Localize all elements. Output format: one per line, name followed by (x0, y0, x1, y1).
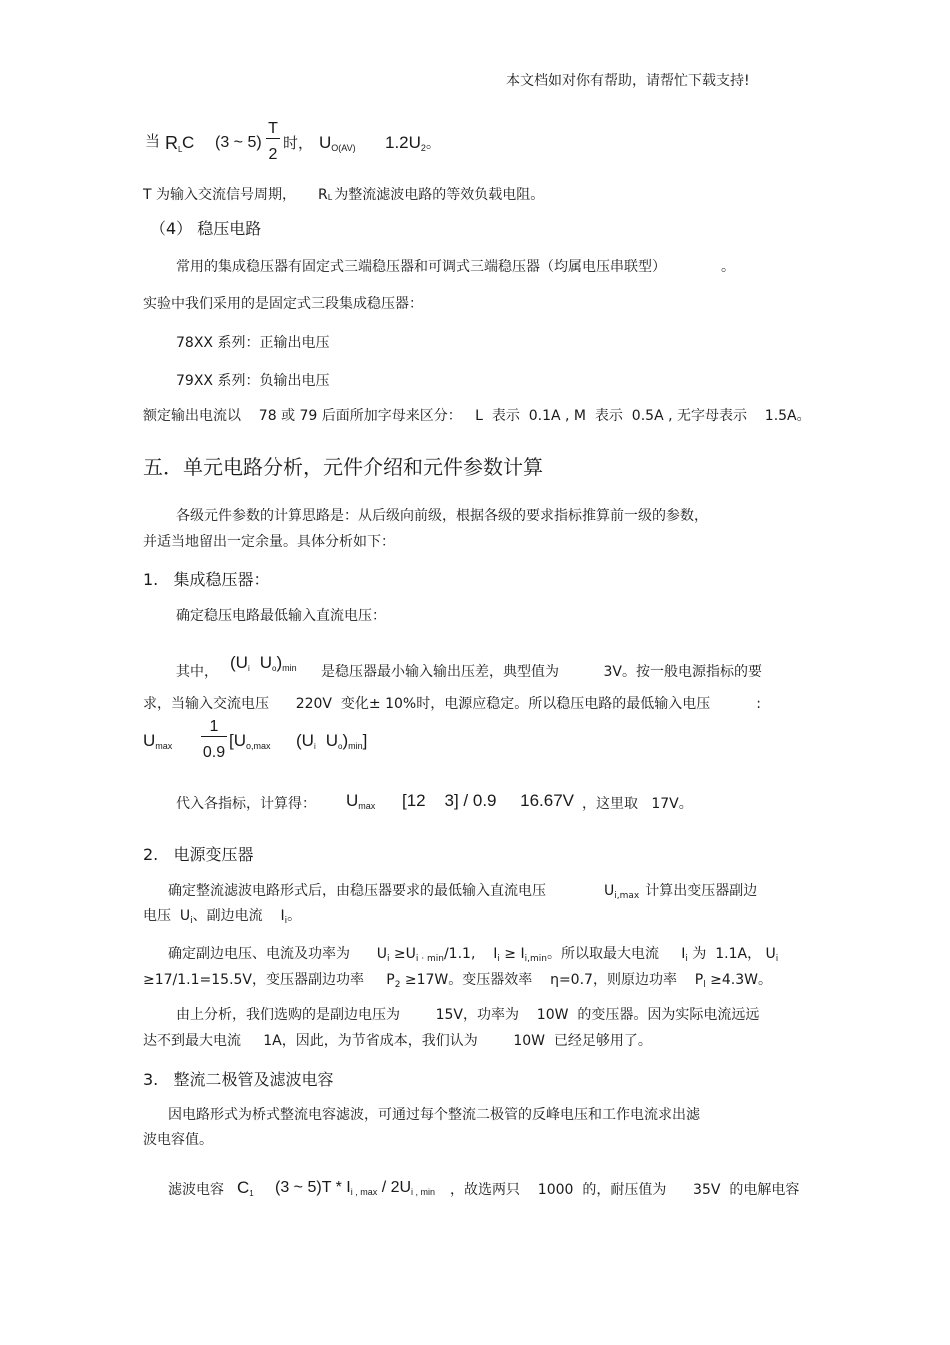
paragraph-min-input-voltage: 确定稳压电路最低输入直流电压： (176, 608, 386, 624)
subheading-rectifier-filter: 3. 整流二极管及滤波电容 (143, 1070, 334, 1089)
symbol-uo-av: UO(AV) (319, 133, 356, 153)
period-note: T 为输入交流信号周期， RL 为整流滤波电路的等效负载电阻。 (143, 187, 545, 203)
value-1-2u2: 1.2U2。 (385, 133, 440, 153)
fraction-numerator: T (266, 120, 280, 139)
paragraph-bridge-rectifier-line2: 波电容值。 (143, 1132, 213, 1148)
expr-capacitance: (3 ~ 5)T * Ii , max / 2Ui , min (275, 1179, 436, 1197)
paragraph-rated-current: 额定输出电流以 78 或 79 后面所加字母来区分： L 表示 0.1A , M 表示 0.5A , 无字母表示 1.5A。 (143, 408, 811, 424)
header-note: 本文档如对你有帮助，请帮忙下载支持! (506, 73, 750, 89)
symbol-rl: RL (165, 133, 183, 154)
symbol-c1: C1 (237, 1178, 254, 1198)
paragraph-dropout-voltage: 其中， (Ui Uo)min 是稳压器最小输入输出压差，典型值为 3V。按一般电源指标的要 (176, 653, 762, 680)
symbol-umax: Umax (143, 731, 173, 751)
fraction-zero-nine: 0.9 (202, 744, 226, 761)
section-heading-unit-analysis: 五．单元电路分析，元件介绍和元件参数计算 (143, 455, 543, 479)
paragraph-calc-result: 代入各指标，计算得： Umax [12 3] / 0.9 16.67V ，这里取 17V。 (176, 791, 693, 812)
symbol-c: C (182, 133, 195, 152)
paragraph-integrated-regulators: 常用的集成稳压器有固定式三端稳压器和可调式三端稳压器（均属电压串联型） 。 (176, 259, 735, 275)
expr-uo-max: [Uo,max (229, 731, 271, 751)
expr-ui-uo-min: (Ui Uo)min (230, 653, 297, 673)
subheading-power-transformer: 2. 电源变压器 (143, 845, 254, 864)
paragraph-calc-approach-line1: 各级元件参数的计算思路是：从后级向前级，根据各级的要求指标推算前一级的参数， (176, 508, 708, 524)
text-dang: 当 (145, 133, 161, 150)
paragraph-bridge-rectifier-line1: 因电路形式为桥式整流电容滤波，可通过每个整流二极管的反峰电压和工作电流求出滤 (168, 1107, 700, 1123)
text-shi: 时， (283, 135, 314, 152)
range-3-5: (3 ~ 5) (215, 134, 262, 151)
expr-ui-uo-min-2: (Ui Uo)min] (296, 731, 368, 751)
paragraph-transformer-line1: 确定整流滤波电路形式后，由稳压器要求的最低输入直流电压 $U_{i,max}$ 计算出变压器副边 (168, 883, 758, 901)
paragraph-secondary-params-line2: ≥17/1.1=15.5V，变压器副边功率 $P_2 \ge 17W$。变压器效率 η=0.7，则原边功率 $P_l \ge 4.3W$。 (143, 972, 772, 990)
symbol-umax-2: Umax (346, 791, 376, 811)
paragraph-secondary-params-line1: 确定副边电压、电流及功率为 $U_i \ge U_{i \cdot min}/1.1$, $I_i \ge I_{i,min}$。所以取最大电流 $I_i$ 为 1.1A， $U_i$ (168, 946, 779, 964)
formula-umax (143, 716, 403, 766)
paragraph-experiment-regulator: 实验中我们采用的是固定式三段集成稳压器： (143, 296, 423, 312)
paragraph-transformer-choice-line1: 由上分析，我们选购的是副边电压为 15V，功率为 10W 的变压器。因为实际电流远远 (176, 1007, 760, 1023)
paragraph-transformer-choice-line2: 达不到最大电流 1A，因此，为节省成本，我们认为 10W 已经足够用了。 (143, 1033, 652, 1049)
paragraph-transformer-line2: 电压 $U_i$、副边电流 $I_i$。 (143, 908, 302, 926)
subheading-integrated-regulator: 1. 集成稳压器： (143, 570, 270, 589)
paragraph-input-ac-voltage: 求，当输入交流电压 220V 变化± 10%时，电源应稳定。所以稳压电路的最低输入电压 : (143, 696, 761, 712)
paragraph-filter-capacitor: 滤波电容 C1 (3 ~ 5)T * Ii , max / 2Ui , min ，故选两只 1000 的，耐压值为 35V 的电解电容 (168, 1178, 800, 1198)
paragraph-calc-approach-line2: 并适当地留出一定余量。具体分析如下： (143, 534, 395, 550)
heading-voltage-regulator-circuit: （4） 稳压电路 (150, 219, 262, 238)
list-item-78xx: 78XX 系列：正输出电压 (176, 335, 330, 351)
value-calc: [12 3] / 0.9 16.67V (402, 791, 575, 810)
fraction-one: 1 (201, 718, 227, 737)
list-item-79xx: 79XX 系列：负输出电压 (176, 373, 330, 389)
fraction-denominator: 2 (268, 146, 278, 163)
